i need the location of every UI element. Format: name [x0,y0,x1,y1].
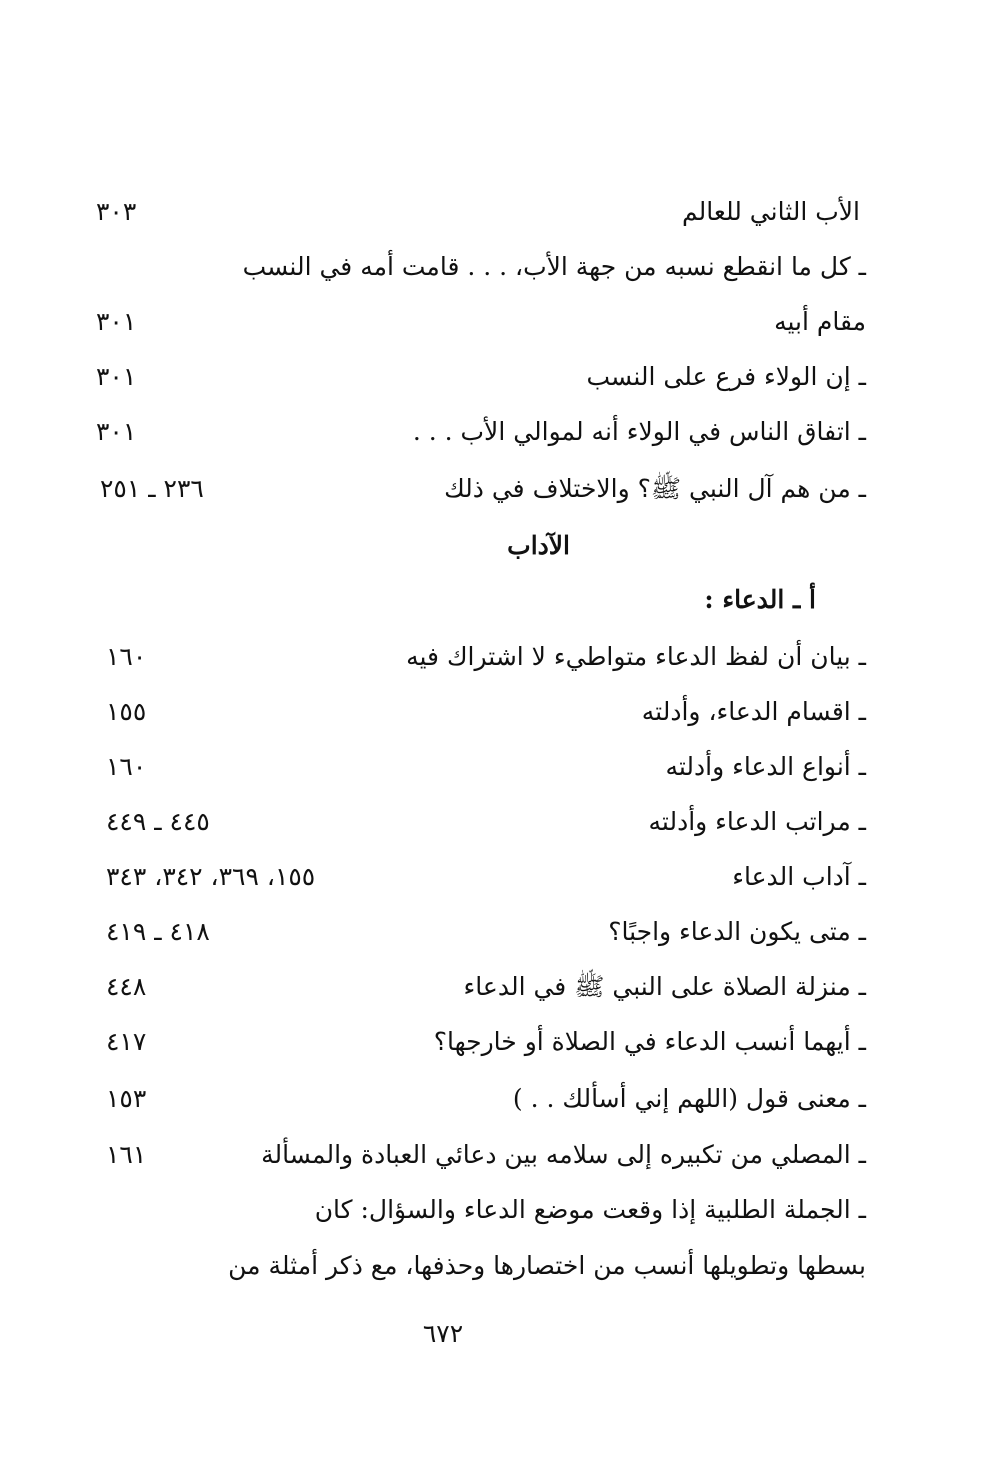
index-entry: ـ اتفاق الناس في الولاء أنه لموالي الأب . . . [412,417,866,446]
index-row [90,745,866,789]
index-row [90,800,866,844]
index-row [90,1020,866,1064]
index-entry: ـ معنى قول (اللهم إني أسألك . . ) [512,1084,866,1113]
page-reference: ١٦١ [106,1140,147,1169]
index-row [90,1077,866,1121]
page-reference: ٣٠١ [96,362,137,391]
index-row [90,300,866,344]
index-entry: ـ أيهما أنسب الدعاء في الصلاة أو خارجها؟ [433,1027,866,1056]
index-row [90,467,866,511]
page-reference: ١٥٥، ٣٦٩، ٣٤٢، ٣٤٣ [106,862,316,891]
index-entry: ـ آداب الدعاء [732,862,866,891]
index-row [90,690,866,734]
index-entry: الأب الثاني للعالم [682,197,860,226]
index-row [90,965,866,1009]
index-entry: ـ المصلي من تكبيره إلى سلامه بين دعائي العبادة والمسألة [261,1140,866,1169]
index-entry: ـ أنواع الدعاء وأدلته [665,752,866,781]
index-entry: ـ اقسام الدعاء، وأدلته [641,697,866,726]
section-heading: الآداب [507,531,570,560]
index-entry: ـ متى يكون الدعاء واجبًا؟ [608,917,866,946]
page-reference: ١٥٣ [106,1084,147,1113]
index-row [90,355,866,399]
index-row [90,1188,866,1232]
page-reference: ٤٤٨ [106,972,147,1001]
index-entry: بسطها وتطويلها أنسب من اختصارها وحذفها، مع ذكر أمثلة من [228,1251,866,1280]
page-reference: ٤١٨ ـ ٤١٩ [106,917,210,946]
index-entry: ـ الجملة الطلبية إذا وقعت موضع الدعاء والسؤال: كان [314,1195,866,1224]
index-entry: ـ منزلة الصلاة على النبي ﷺ في الدعاء [463,972,866,1001]
index-entry: ـ كل ما انقطع نسبه من جهة الأب، . . . قامت أمه في النسب [242,252,866,281]
index-entry: ـ إن الولاء فرع على النسب [586,362,866,391]
page-reference: ٢٣٦ ـ ٢٥١ [100,474,204,503]
page-reference: ٣٠٣ [96,197,137,226]
index-entry: ـ بيان أن لفظ الدعاء متواطيء لا اشتراك فيه [406,642,866,671]
index-row [90,855,866,899]
page-reference: ٤٤٥ ـ ٤٤٩ [106,807,210,836]
sub-heading: أ ـ الدعاء : [704,585,816,614]
page-reference: ١٦٠ [106,752,147,781]
index-row [90,910,866,954]
sub-heading-row [90,578,866,622]
page-reference: ١٦٠ [106,642,147,671]
page-reference: ٤١٧ [106,1027,147,1056]
index-row [90,635,866,679]
index-entry: ـ مراتب الدعاء وأدلته [648,807,866,836]
page-number: ٦٧٢ [422,1319,464,1348]
page-reference: ٣٠١ [96,307,137,336]
index-row [90,1133,866,1177]
index-row [90,410,866,454]
index-row [90,1244,866,1288]
page-reference: ٣٠١ [96,417,137,446]
index-entry: ـ من هم آل النبي ﷺ؟ والاختلاف في ذلك [444,474,866,503]
page-reference: ١٥٥ [106,697,147,726]
index-row [90,190,866,234]
index-row [90,245,866,289]
index-entry: مقام أبيه [774,307,866,336]
